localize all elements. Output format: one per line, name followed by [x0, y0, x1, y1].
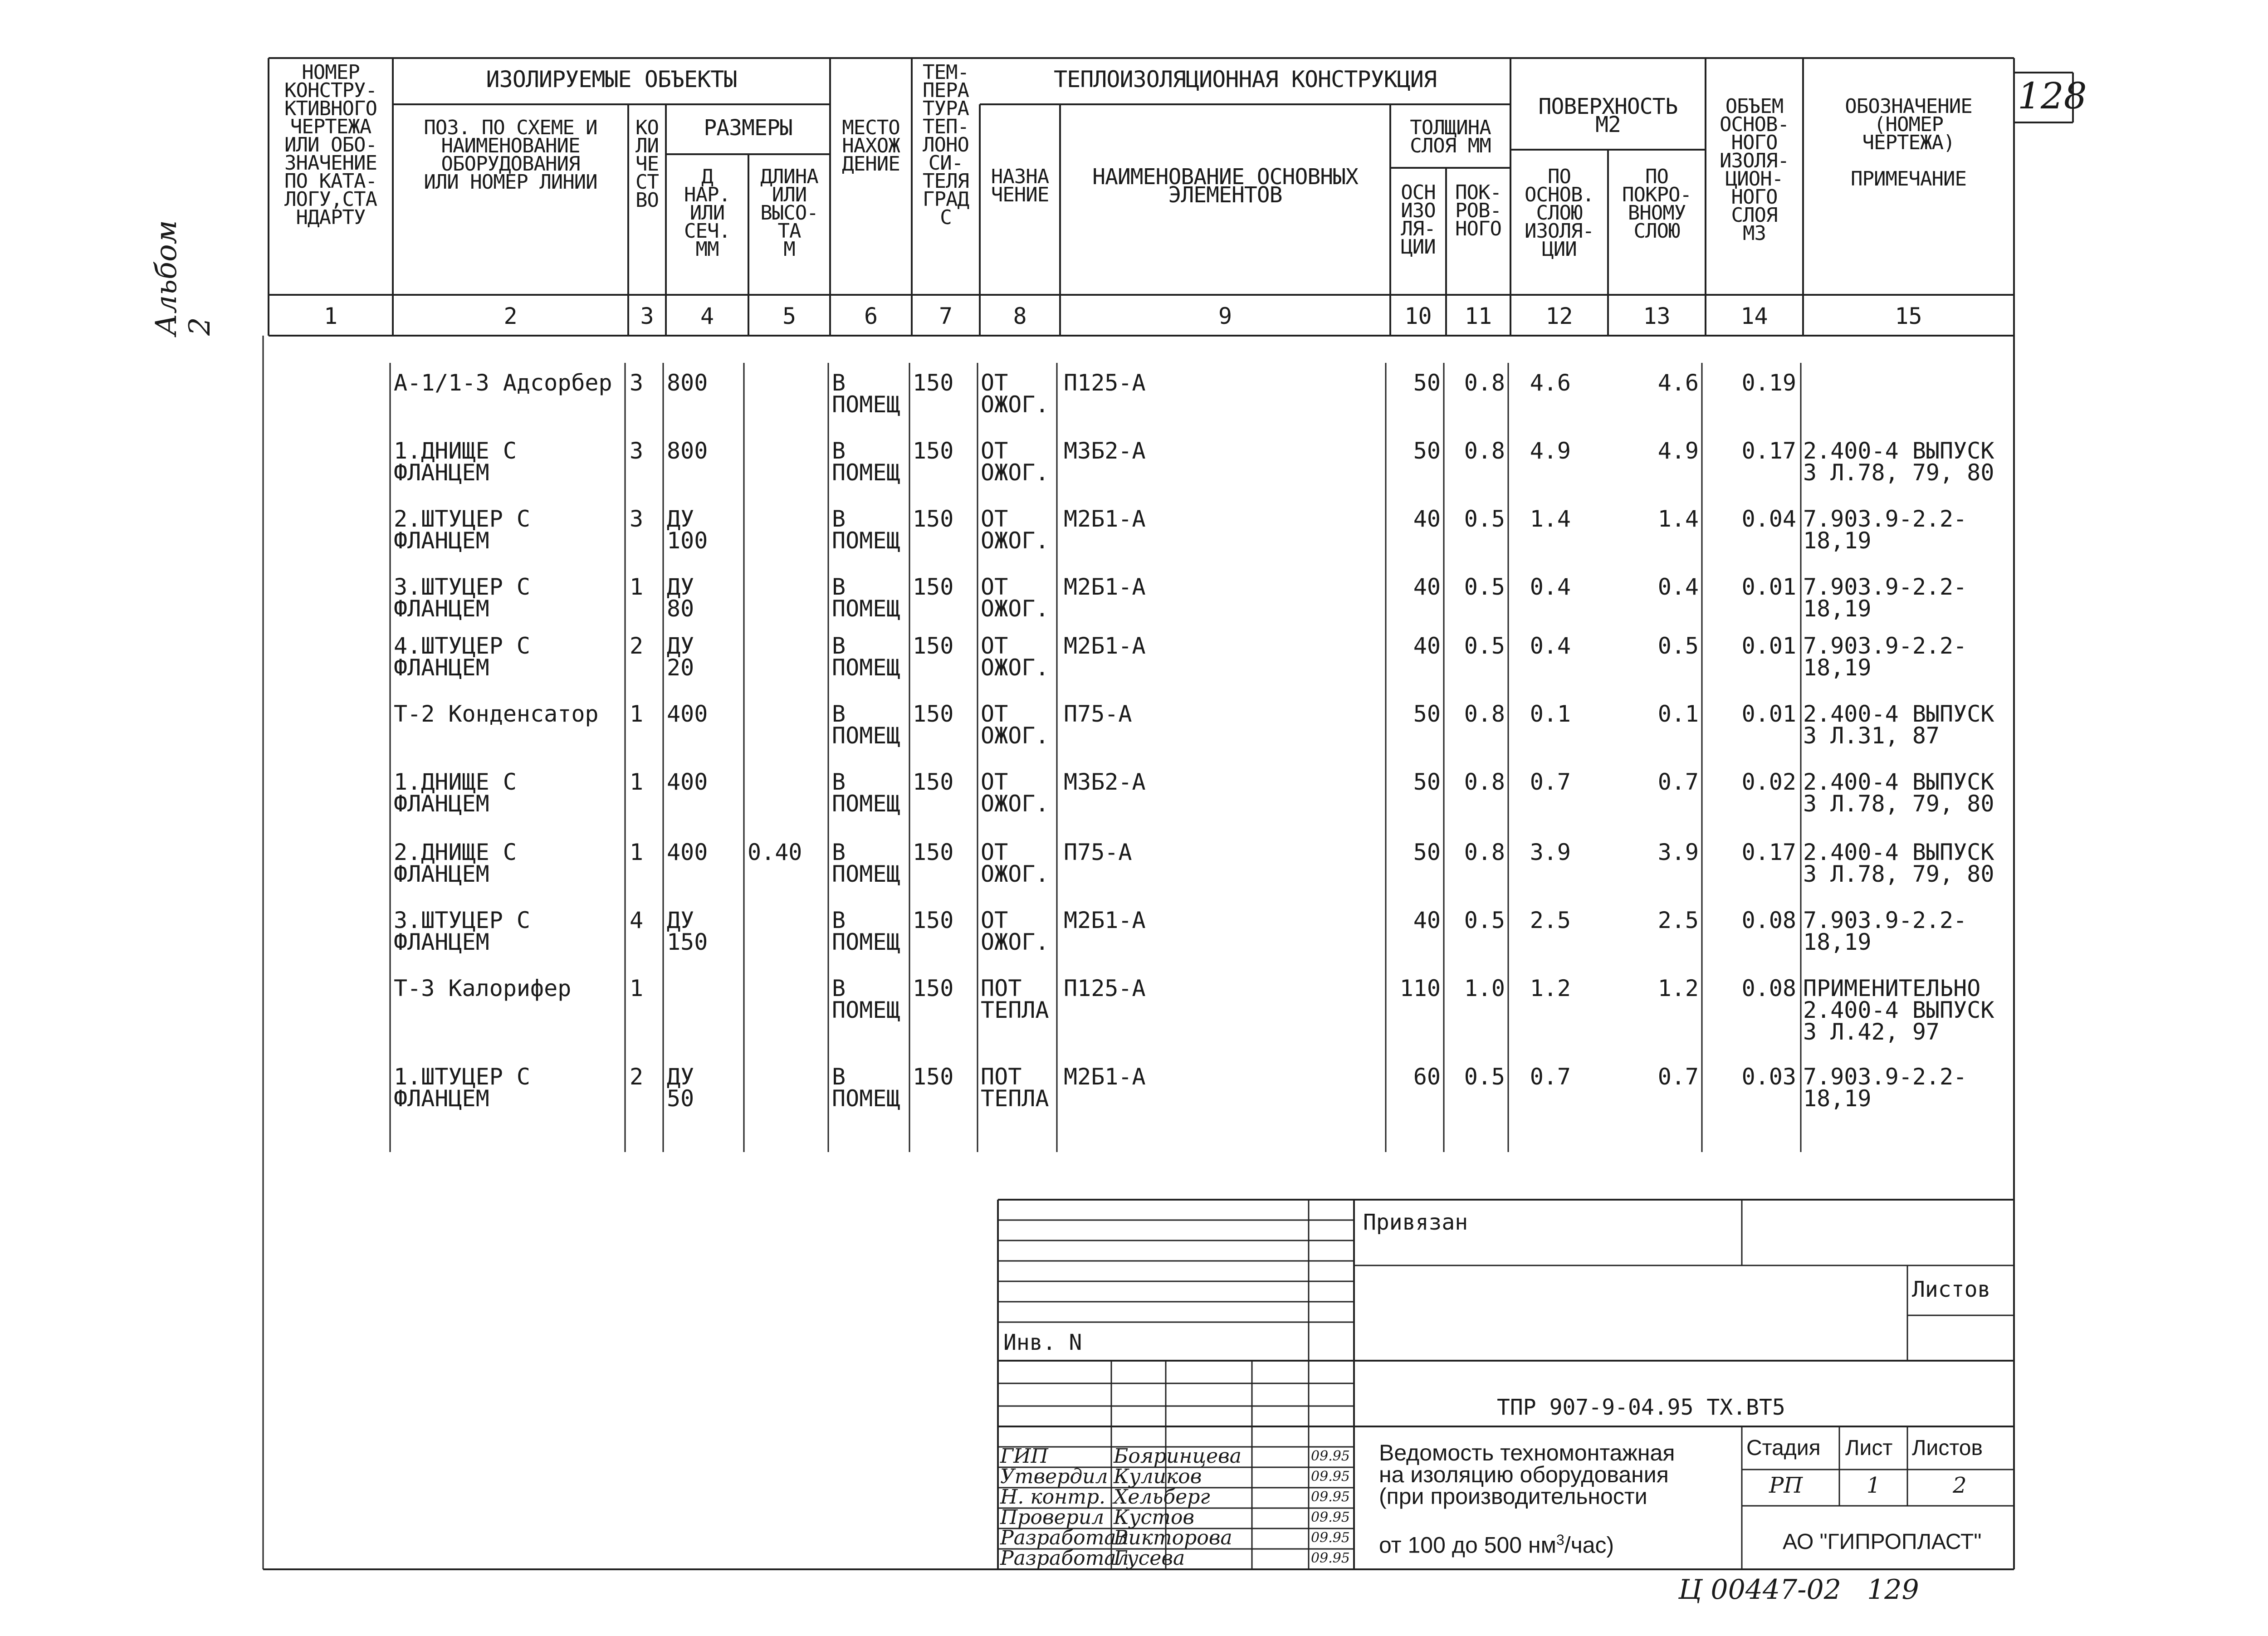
- cell-place: В ПОМЕЩ: [832, 1064, 900, 1112]
- album-label: Альбом 2: [150, 220, 217, 336]
- cell-t-main: 40: [1413, 633, 1441, 659]
- cell-volume: 0.17: [1741, 839, 1796, 865]
- cell-t-main: 60: [1413, 1064, 1441, 1090]
- cell-purpose: ОТ ОЖОГ.: [981, 438, 1049, 486]
- cell-purpose: ОТ ОЖОГ.: [981, 574, 1049, 622]
- header-cover-thickness: ПОК- РОВ- НОГО: [1455, 181, 1501, 240]
- colnum-7: 7: [938, 303, 953, 329]
- cell-diam: ДУ 150: [667, 907, 708, 955]
- cell-temp: 150: [913, 506, 954, 532]
- signer-date: 09.95: [1311, 1448, 1350, 1464]
- cell-s-main: 0.4: [1530, 574, 1571, 600]
- cell-note: 2.400-4 ВЫПУСК 3 Л.78, 79, 80: [1803, 769, 1994, 817]
- cell-elements: П125-А: [1064, 975, 1146, 1001]
- cell-temp: 150: [913, 701, 954, 727]
- signer-name: Викторова: [1114, 1526, 1232, 1549]
- cell-t-cover: 0.8: [1464, 769, 1505, 795]
- cell-place: В ПОМЕЩ: [832, 506, 900, 554]
- cell-place: В ПОМЕЩ: [832, 438, 900, 486]
- cell-s-cover: 1.2: [1657, 975, 1699, 1001]
- cell-purpose: ПОТ ТЕПЛА: [981, 975, 1049, 1023]
- signer-date: 09.95: [1311, 1530, 1350, 1546]
- cell-qty: 1: [630, 574, 644, 600]
- colnum-13: 13: [1643, 303, 1671, 329]
- cell-volume: 0.01: [1741, 633, 1796, 659]
- cell-elements: П75-А: [1064, 701, 1132, 727]
- cell-s-cover: 0.7: [1657, 769, 1699, 795]
- signer-date: 09.95: [1311, 1489, 1350, 1505]
- cell-place: В ПОМЕЩ: [832, 975, 900, 1023]
- header-diameter: Д НАР. ИЛИ СЕЧ. ММ: [684, 165, 730, 261]
- cell-note: 7.903.9-2.2- 18,19: [1803, 633, 1967, 681]
- header-drawing-number: НОМЕР КОНСТРУ- КТИВНОГО ЧЕРТЕЖА ИЛИ ОБО- ЗНАЧЕНИЕ ПО КАТА- ЛОГУ,СТА НДАРТУ: [284, 61, 377, 229]
- signer-date: 09.95: [1311, 1550, 1350, 1566]
- cell-elements: М2Б1-А: [1064, 506, 1146, 532]
- cell-t-cover: 0.8: [1464, 370, 1505, 396]
- stamp-sheets-label: Листов: [1912, 1436, 1983, 1460]
- stamp-title-line-4a: от 100 до 500 нм: [1379, 1532, 1556, 1558]
- header-position-name: ПОЗ. ПО СХЕМЕ И НАИМЕНОВАНИЕ ОБОРУДОВАНИЯ ИЛИ НОМЕР ЛИНИИ: [424, 116, 597, 194]
- stamp-privyazan: Привязан: [1363, 1210, 1468, 1235]
- cell-note: 2.400-4 ВЫПУСК 3 Л.78, 79, 80: [1803, 438, 1994, 486]
- cell-t-cover: 0.5: [1464, 506, 1505, 532]
- cell-s-main: 1.4: [1530, 506, 1571, 532]
- colnum-2: 2: [503, 303, 518, 329]
- cell-temp: 150: [913, 633, 954, 659]
- cell-diam: 400: [667, 701, 708, 727]
- cell-diam: ДУ 100: [667, 506, 708, 554]
- cell-diam: 800: [667, 370, 708, 396]
- cell-note: 7.903.9-2.2- 18,19: [1803, 506, 1967, 554]
- cell-place: В ПОМЕЩ: [832, 574, 900, 622]
- signer-name: Куликов: [1114, 1465, 1202, 1488]
- cell-diam: 800: [667, 438, 708, 464]
- header-surface-main: ПО ОСНОВ. СЛОЮ ИЗОЛЯ- ЦИИ: [1525, 165, 1594, 261]
- signer-name: Бояринцева: [1114, 1445, 1242, 1468]
- cell-note: 7.903.9-2.2- 18,19: [1803, 574, 1967, 622]
- cell-name: 1.ШТУЦЕР С ФЛАНЦЕМ: [394, 1064, 531, 1112]
- signer-role: Утвердил: [1000, 1465, 1108, 1488]
- cell-diam: ДУ 80: [667, 574, 694, 622]
- cell-place: В ПОМЕЩ: [832, 907, 900, 955]
- cell-qty: 3: [630, 506, 644, 532]
- stamp-title-line-4b: /час): [1564, 1532, 1614, 1558]
- cell-temp: 150: [913, 975, 954, 1001]
- colnum-4: 4: [700, 303, 714, 329]
- cell-temp: 150: [913, 370, 954, 396]
- cell-s-cover: 4.6: [1657, 370, 1699, 396]
- cell-s-cover: 1.4: [1657, 506, 1699, 532]
- cell-purpose: ОТ ОЖОГ.: [981, 633, 1049, 681]
- cell-elements: М3Б2-А: [1064, 438, 1146, 464]
- stamp-sheet-value: 1: [1867, 1473, 1881, 1498]
- stamp-organization: АО "ГИПРОПЛАСТ": [1783, 1530, 1982, 1554]
- header-group-surface: ПОВЕРХНОСТЬ М2: [1538, 94, 1678, 137]
- stamp-sheet-label: Лист: [1845, 1436, 1893, 1460]
- stamp-sheets-value: 2: [1953, 1473, 1967, 1498]
- signer-date: 09.95: [1311, 1469, 1350, 1485]
- cell-qty: 2: [630, 1064, 644, 1090]
- colnum-12: 12: [1545, 303, 1573, 329]
- cell-s-cover: 0.5: [1657, 633, 1699, 659]
- cell-place: В ПОМЕЩ: [832, 370, 900, 418]
- cell-purpose: ОТ ОЖОГ.: [981, 907, 1049, 955]
- page-number: 128: [2018, 75, 2087, 117]
- signer-role: Разработал: [1000, 1526, 1129, 1549]
- signer-role: Разработал: [1000, 1547, 1129, 1570]
- cell-s-main: 0.1: [1530, 701, 1571, 727]
- header-temperature: ТЕМ- ПЕРА ТУРА ТЕП- ЛОНО СИ- ТЕЛЯ ГРАД С: [923, 61, 969, 229]
- cell-t-cover: 0.5: [1464, 1064, 1505, 1090]
- cell-name: 4.ШТУЦЕР С ФЛАНЦЕМ: [394, 633, 531, 681]
- stamp-title-line-3: (при производительности: [1379, 1484, 1647, 1509]
- header-group-thickness: ТОЛЩИНА СЛОЯ ММ: [1410, 116, 1491, 157]
- stamp-document-code: ТПР 907-9-04.95 ТХ.ВТ5: [1497, 1395, 1785, 1420]
- cell-name: 1.ДНИЩЕ С ФЛАНЦЕМ: [394, 438, 517, 486]
- cell-s-main: 3.9: [1530, 839, 1571, 865]
- colnum-8: 8: [1013, 303, 1027, 329]
- colnum-1: 1: [323, 303, 338, 329]
- header-main-thickness: ОСН ИЗО ЛЯ- ЦИИ: [1401, 181, 1436, 259]
- cell-temp: 150: [913, 839, 954, 865]
- cell-volume: 0.08: [1741, 907, 1796, 933]
- cell-volume: 0.02: [1741, 769, 1796, 795]
- cell-s-cover: 0.1: [1657, 701, 1699, 727]
- cell-qty: 1: [630, 701, 644, 727]
- cell-place: В ПОМЕЩ: [832, 633, 900, 681]
- stamp-title-sup: 3: [1556, 1532, 1564, 1548]
- cell-name: 2.ШТУЦЕР С ФЛАНЦЕМ: [394, 506, 531, 554]
- cell-temp: 150: [913, 1064, 954, 1090]
- colnum-3: 3: [640, 303, 654, 329]
- cell-s-main: 1.2: [1530, 975, 1571, 1001]
- colnum-11: 11: [1464, 303, 1492, 329]
- cell-elements: М2Б1-А: [1064, 574, 1146, 600]
- colnum-5: 5: [782, 303, 797, 329]
- cell-elements: П75-А: [1064, 839, 1132, 865]
- cell-qty: 1: [630, 769, 644, 795]
- cell-s-main: 0.7: [1530, 769, 1571, 795]
- cell-volume: 0.01: [1741, 574, 1796, 600]
- cell-name: 3.ШТУЦЕР С ФЛАНЦЕМ: [394, 907, 531, 955]
- cell-purpose: ОТ ОЖОГ.: [981, 769, 1049, 817]
- header-surface-cover: ПО ПОКРО- ВНОМУ СЛОЮ: [1622, 165, 1691, 243]
- cell-note: ПРИМЕНИТЕЛЬНО 2.400-4 ВЫПУСК 3 Л.42, 97: [1803, 975, 1994, 1045]
- cell-note: 2.400-4 ВЫПУСК 3 Л.78, 79, 80: [1803, 839, 1994, 887]
- cell-s-main: 0.4: [1530, 633, 1571, 659]
- cell-qty: 2: [630, 633, 644, 659]
- cell-len: 0.40: [748, 839, 802, 865]
- header-elements: НАИМЕНОВАНИЕ ОСНОВНЫХ ЭЛЕМЕНТОВ: [1092, 164, 1358, 208]
- cell-volume: 0.08: [1741, 975, 1796, 1001]
- cell-name: Т-2 Конденсатор: [394, 701, 599, 727]
- cell-s-cover: 4.9: [1657, 438, 1699, 464]
- stamp-stage-value: РП: [1769, 1473, 1803, 1498]
- cell-volume: 0.01: [1741, 701, 1796, 727]
- stamp-title-line-2: на изоляцию оборудования: [1379, 1462, 1669, 1487]
- cell-t-main: 110: [1399, 975, 1441, 1001]
- cell-elements: П125-А: [1064, 370, 1146, 396]
- cell-t-cover: 0.5: [1464, 907, 1505, 933]
- cell-diam: 400: [667, 839, 708, 865]
- cell-purpose: ОТ ОЖОГ.: [981, 506, 1049, 554]
- cell-t-main: 40: [1413, 506, 1441, 532]
- cell-t-cover: 1.0: [1464, 975, 1505, 1001]
- cell-elements: М2Б1-А: [1064, 907, 1146, 933]
- header-group-objects: ИЗОЛИРУЕМЫЕ ОБЪЕКТЫ: [486, 66, 737, 93]
- signer-date: 09.95: [1311, 1509, 1350, 1525]
- cell-temp: 150: [913, 438, 954, 464]
- stamp-stage-label: Стадия: [1746, 1436, 1821, 1460]
- cell-purpose: ПОТ ТЕПЛА: [981, 1064, 1049, 1112]
- signer-role: Н. контр.: [1000, 1485, 1105, 1509]
- colnum-15: 15: [1895, 303, 1922, 329]
- cell-t-main: 50: [1413, 438, 1441, 464]
- cell-purpose: ОТ ОЖОГ.: [981, 701, 1049, 749]
- cell-s-cover: 2.5: [1657, 907, 1699, 933]
- cell-t-cover: 0.5: [1464, 633, 1505, 659]
- colnum-14: 14: [1740, 303, 1768, 329]
- cell-volume: 0.17: [1741, 438, 1796, 464]
- cell-temp: 150: [913, 907, 954, 933]
- cell-name: 2.ДНИЩЕ С ФЛАНЦЕМ: [394, 839, 517, 887]
- cell-t-cover: 0.8: [1464, 839, 1505, 865]
- stamp-title-line-4: [1379, 1529, 1614, 1557]
- signer-name: Хельберг: [1114, 1485, 1210, 1509]
- cell-name: А-1/1-3 Адсорбер: [394, 370, 612, 396]
- cell-name: 3.ШТУЦЕР С ФЛАНЦЕМ: [394, 574, 531, 622]
- cell-qty: 4: [630, 907, 644, 933]
- cell-temp: 150: [913, 574, 954, 600]
- header-purpose: НАЗНА ЧЕНИЕ: [991, 165, 1049, 206]
- cell-diam: 400: [667, 769, 708, 795]
- header-designation: ОБОЗНАЧЕНИЕ (НОМЕР ЧЕРТЕЖА) ПРИМЕЧАНИЕ: [1845, 95, 1972, 190]
- cell-t-main: 40: [1413, 574, 1441, 600]
- cell-place: В ПОМЕЩ: [832, 769, 900, 817]
- header-quantity: КО ЛИ ЧЕ СТ ВО: [635, 116, 659, 212]
- cell-note: 7.903.9-2.2- 18,19: [1803, 1064, 1967, 1112]
- cell-diam: ДУ 50: [667, 1064, 694, 1112]
- header-group-sizes: РАЗМЕРЫ: [704, 115, 792, 141]
- colnum-6: 6: [864, 303, 878, 329]
- cell-place: В ПОМЕЩ: [832, 839, 900, 887]
- cell-t-cover: 0.5: [1464, 574, 1505, 600]
- cell-elements: М2Б1-А: [1064, 633, 1146, 659]
- cell-t-main: 50: [1413, 370, 1441, 396]
- cell-qty: 3: [630, 438, 644, 464]
- cell-t-cover: 0.8: [1464, 438, 1505, 464]
- cell-qty: 1: [630, 839, 644, 865]
- header-length: ДЛИНА ИЛИ ВЫСО- ТА М: [760, 165, 818, 261]
- stamp-bottom-note: Ц 00447-02 129: [1678, 1574, 1919, 1606]
- cell-purpose: ОТ ОЖОГ.: [981, 370, 1049, 418]
- cell-s-main: 4.6: [1530, 370, 1571, 396]
- cell-s-cover: 0.7: [1657, 1064, 1699, 1090]
- cell-s-main: 2.5: [1530, 907, 1571, 933]
- cell-note: 2.400-4 ВЫПУСК 3 Л.31, 87: [1803, 701, 1994, 749]
- cell-s-cover: 3.9: [1657, 839, 1699, 865]
- stamp-listov-top: Листов: [1912, 1277, 1991, 1302]
- cell-t-main: 50: [1413, 701, 1441, 727]
- cell-volume: 0.04: [1741, 506, 1796, 532]
- signer-role: ГИП: [1000, 1445, 1048, 1468]
- cell-t-cover: 0.8: [1464, 701, 1505, 727]
- header-group-construction: ТЕПЛОИЗОЛЯЦИОННАЯ КОНСТРУКЦИЯ: [1054, 66, 1437, 93]
- header-location: МЕСТО НАХОЖ ДЕНИЕ: [842, 116, 900, 176]
- cell-volume: 0.19: [1741, 370, 1796, 396]
- colnum-9: 9: [1218, 303, 1232, 329]
- signer-role: Проверил: [1000, 1506, 1105, 1529]
- cell-t-main: 50: [1413, 839, 1441, 865]
- cell-name: 1.ДНИЩЕ С ФЛАНЦЕМ: [394, 769, 517, 817]
- cell-s-main: 4.9: [1530, 438, 1571, 464]
- cell-elements: М2Б1-А: [1064, 1064, 1146, 1090]
- stamp-title-line-1: Ведомость техномонтажная: [1379, 1440, 1675, 1465]
- signer-name: Гусева: [1114, 1547, 1185, 1570]
- cell-qty: 3: [630, 370, 644, 396]
- colnum-10: 10: [1404, 303, 1432, 329]
- cell-name: Т-3 Калорифер: [394, 975, 572, 1001]
- header-volume: ОБЪЕМ ОСНОВ- НОГО ИЗОЛЯ- ЦИОН- НОГО СЛОЯ М3: [1720, 95, 1789, 245]
- cell-diam: ДУ 20: [667, 633, 694, 681]
- cell-volume: 0.03: [1741, 1064, 1796, 1090]
- cell-note: 7.903.9-2.2- 18,19: [1803, 907, 1967, 955]
- stamp-inv-number: Инв. N: [1003, 1330, 1082, 1355]
- cell-elements: М3Б2-А: [1064, 769, 1146, 795]
- cell-place: В ПОМЕЩ: [832, 701, 900, 749]
- cell-temp: 150: [913, 769, 954, 795]
- cell-qty: 1: [630, 975, 644, 1001]
- signer-name: Кустов: [1114, 1506, 1195, 1529]
- cell-purpose: ОТ ОЖОГ.: [981, 839, 1049, 887]
- cell-t-main: 40: [1413, 907, 1441, 933]
- cell-s-cover: 0.4: [1657, 574, 1699, 600]
- cell-t-main: 50: [1413, 769, 1441, 795]
- cell-s-main: 0.7: [1530, 1064, 1571, 1090]
